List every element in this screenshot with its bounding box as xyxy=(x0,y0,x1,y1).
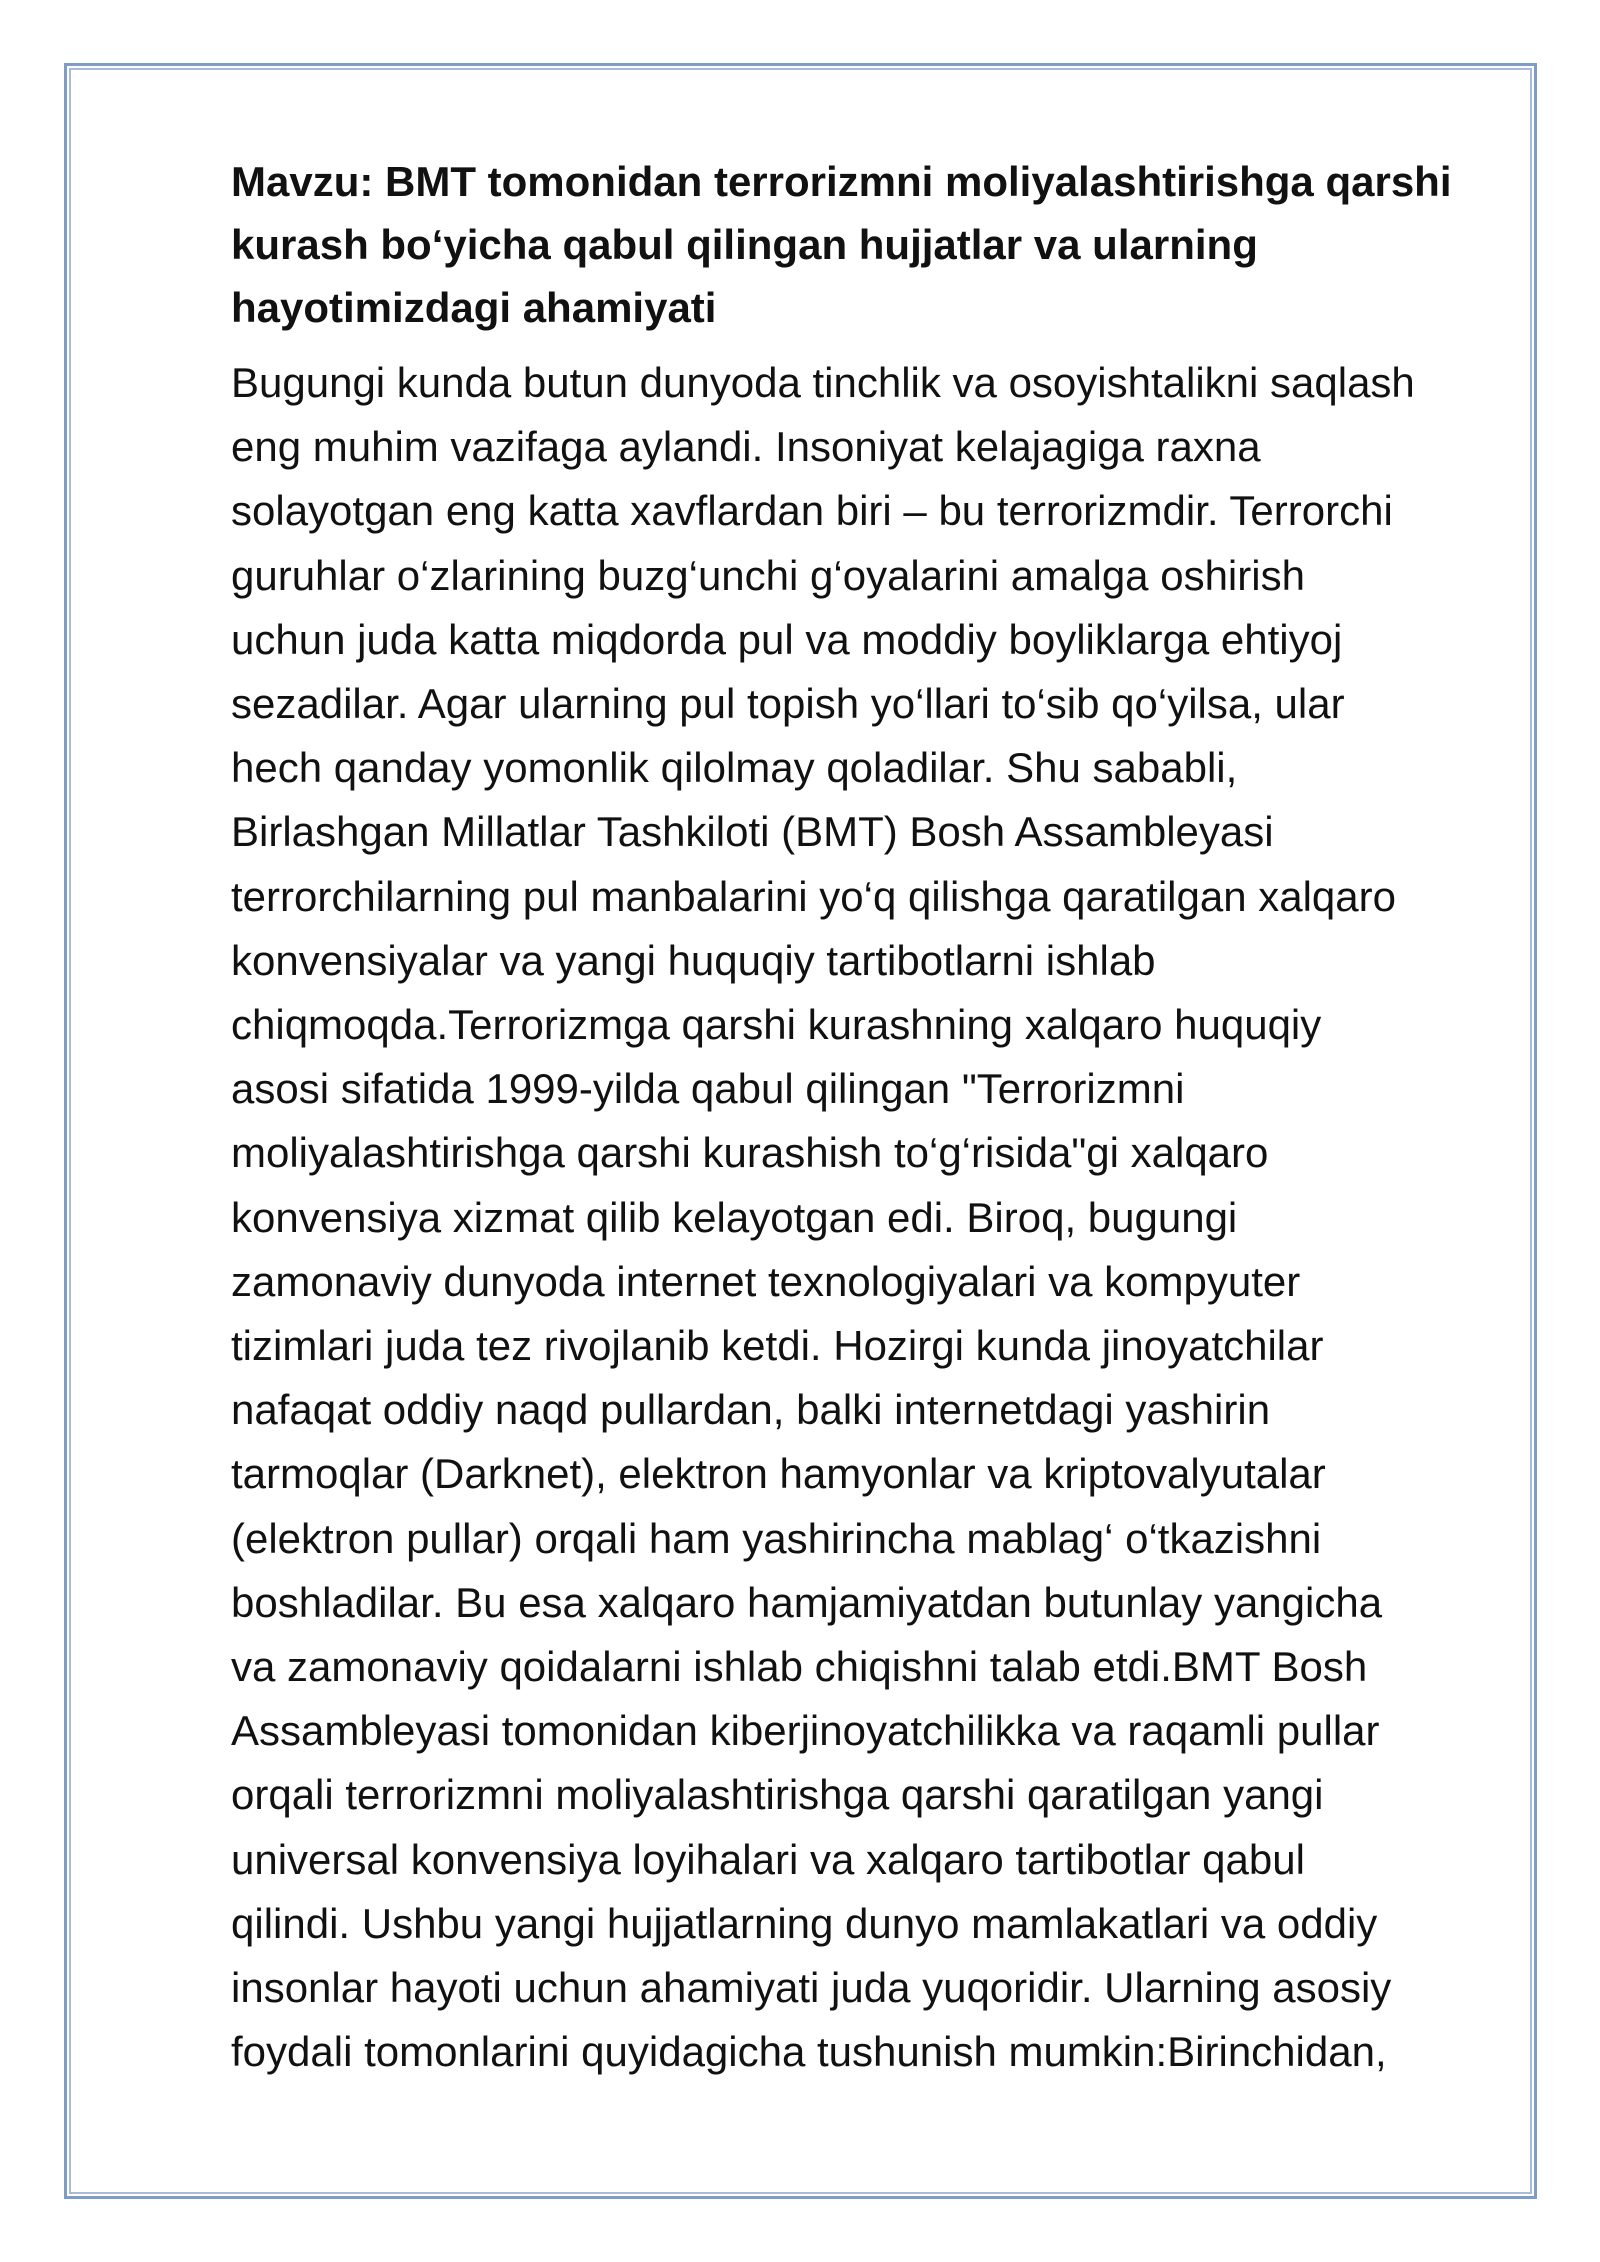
body-line: va zamonaviy qoidalarni ishlab chiqishni talab etdi.BMT Bosh xyxy=(231,1643,1368,1691)
body-line: konvensiyalar va yangi huquqiy tartibotlarni ishlab xyxy=(231,936,1156,984)
body-line: insonlar hayoti uchun ahamiyati juda yuqoridir. Ularning asosiy xyxy=(231,1964,1392,2012)
body-line: Birlashgan Millatlar Tashkiloti (BMT) Bosh Assambleyasi xyxy=(231,808,1274,856)
body-line: Assambleyasi tomonidan kiberjinoyatchilikka va raqamli pullar xyxy=(231,1707,1380,1755)
body-line: zamonaviy dunyoda internet texnologiyalari va kompyuter xyxy=(231,1257,1301,1305)
body-line: Bugungi kunda butun dunyoda tinchlik va osoyishtalikni saqlash xyxy=(231,359,1415,406)
body-line: konvensiya xizmat qilib kelayotgan edi. Biroq, bugungi xyxy=(231,1193,1238,1241)
title-line: kurash bo‘yicha qabul qilingan hujjatlar va ularning xyxy=(231,221,1258,268)
body-line: hech qanday yomonlik qilolmay qoladilar. Shu sababli, xyxy=(231,744,1238,792)
body-line: uchun juda katta miqdorda pul va moddiy boyliklarga ehtiyoj xyxy=(231,615,1343,663)
body-line: moliyalashtirishga qarshi kurashish to‘g‘risida"gi xalqaro xyxy=(231,1129,1269,1177)
body-line: tizimlari juda tez rivojlanib ketdi. Hozirgi kunda jinoyatchilar xyxy=(231,1322,1324,1370)
title-line: hayotimizdagi ahamiyati xyxy=(231,284,717,331)
body-line: asosi sifatida 1999-yilda qabul qilingan "Terrorizmni xyxy=(231,1065,1185,1113)
document-title xyxy=(231,150,1501,339)
body-paragraph xyxy=(231,351,1501,2084)
body-line: chiqmoqda.Terrorizmga qarshi kurashning xalqaro huquqiy xyxy=(231,1001,1322,1049)
body-line: qilindi. Ushbu yangi hujjatlarning dunyo mamlakatlari va oddiy xyxy=(231,1899,1378,1947)
body-line: nafaqat oddiy naqd pullardan, balki internetdagi yashirin xyxy=(231,1386,1271,1434)
body-line: tarmoqlar (Darknet), elektron hamyonlar va kriptovalyutalar xyxy=(231,1450,1326,1498)
body-line: guruhlar o‘zlarining buzg‘unchi g‘oyalarini amalga oshirish xyxy=(231,551,1305,599)
body-line: universal konvensiya loyihalari va xalqaro tartibotlar qabul xyxy=(231,1835,1305,1883)
body-line: solayotgan eng katta xavflardan biri – bu terrorizmdir. Terrorchi xyxy=(231,487,1393,535)
title-line: Mavzu: BMT tomonidan terrorizmni moliyalashtirishga qarshi xyxy=(231,158,1452,205)
body-line: foydali tomonlarini quyidagicha tushunish mumkin:Birinchidan, xyxy=(231,2028,1387,2076)
body-line: orqali terrorizmni moliyalashtirishga qarshi qaratilgan yangi xyxy=(231,1771,1324,1819)
body-line: sezadilar. Agar ularning pul topish yo‘llari to‘sib qo‘yilsa, ular xyxy=(231,680,1345,728)
document-content xyxy=(231,150,1501,2084)
body-line: boshladilar. Bu esa xalqaro hamjamiyatdan butunlay yangicha xyxy=(231,1578,1383,1626)
body-line: eng muhim vazifaga aylandi. Insoniyat kelajagiga raxna xyxy=(231,423,1261,471)
body-line: (elektron pullar) orqali ham yashirincha mablag‘ o‘tkazishni xyxy=(231,1514,1322,1562)
body-line: terrorchilarning pul manbalarini yo‘q qilishga qaratilgan xalqaro xyxy=(231,872,1396,920)
